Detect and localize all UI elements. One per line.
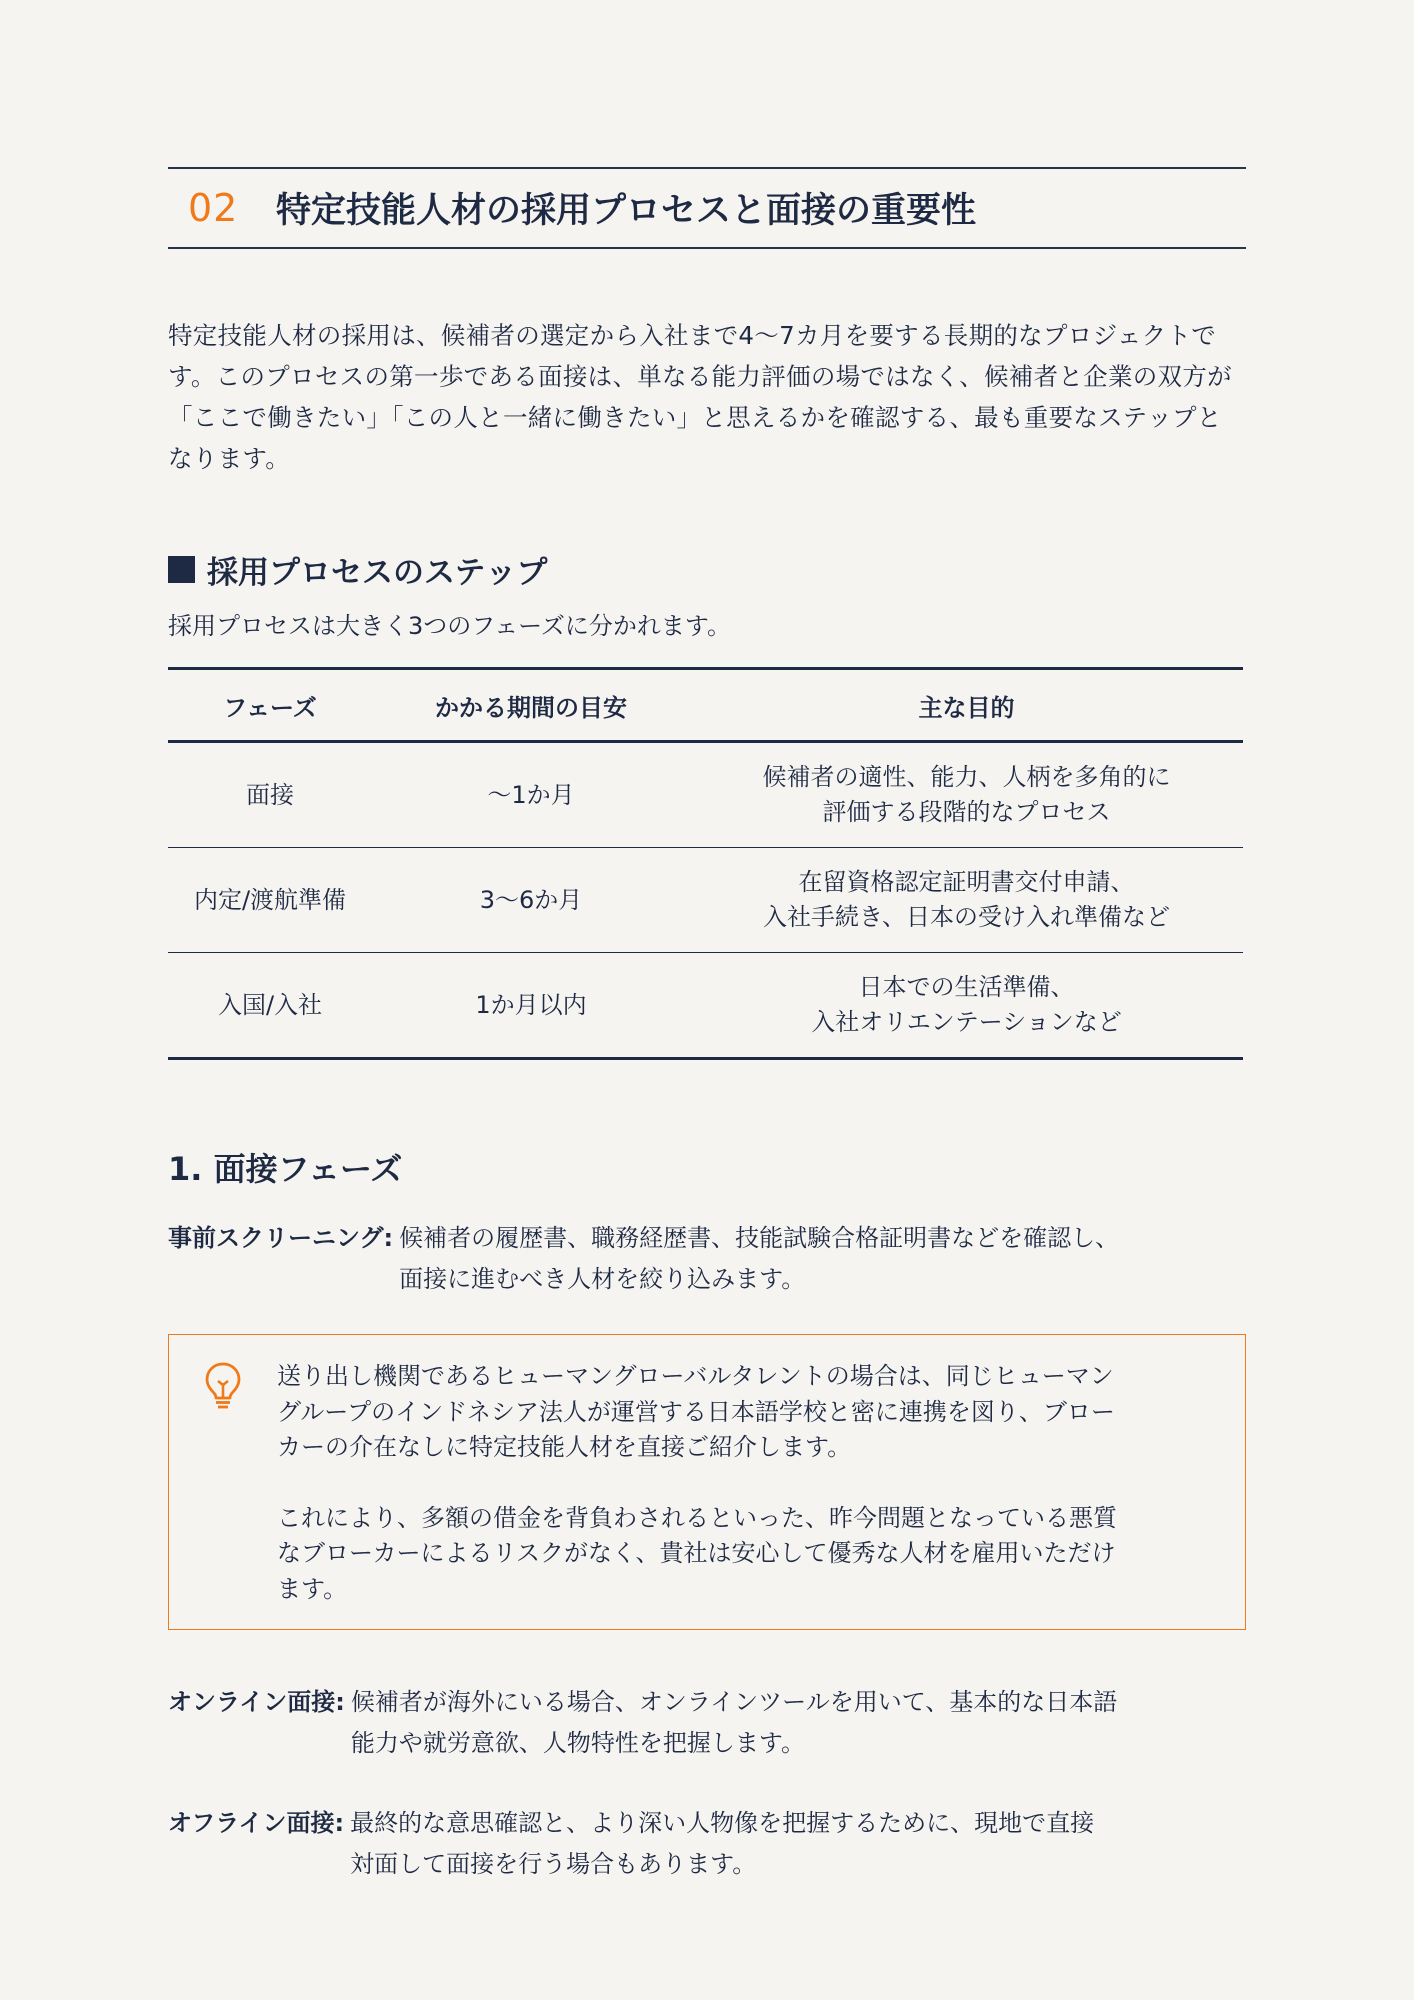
table-cell-purpose [690,848,1243,953]
online-line: 候補者が海外にいる場合、オンラインツールを用いて、基本的な日本語 [350,1688,1118,1716]
intro-paragraph: 特定技能人材の採用は、候補者の選定から入社まで4〜7カ月を要する長期的なプロジェクトです。このプロセスの第一歩である面接は、単なる能力評価の場ではなく、候補者と企業の双方が「ここで働きたい」「この人と一緒に働きたい」と思えるかを確認する、最も重要なステップとなります。 [168,321,1232,473]
purpose-line: 日本での生活準備、 [858,973,1075,1001]
table-row [168,742,1243,848]
purpose-line: 入社手続き、日本の受け入れ準備など [762,903,1171,931]
screening-term: 事前スクリーニング: [168,1224,394,1252]
screening-line: 候補者の履歴書、職務経歴書、技能試験合格証明書などを確認し、 [399,1224,1120,1252]
interview-phase-heading: 1. 面接フェーズ [168,1150,403,1188]
purpose-line: 評価する段階的なプロセス [822,798,1111,826]
table-header-purpose: 主な目的 [690,669,1243,742]
online-line: 能力や就労意欲、人物特性を把握します。 [350,1729,805,1757]
callout-line: ます。 [277,1574,348,1603]
table-cell-duration: 〜1か月 [372,742,690,848]
square-bullet-icon [168,556,195,583]
table-cell-duration: 1か月以内 [372,953,690,1059]
callout-line: カーの介在なしに特定技能人材を直接ご紹介します。 [277,1433,852,1461]
table-cell-phase: 入国/入社 [168,953,372,1059]
purpose-line: 候補者の適性、能力、人柄を多角的に [762,763,1171,791]
table-cell-phase: 内定/渡航準備 [168,848,372,953]
section-number: 02 [188,186,239,230]
steps-heading-text: 採用プロセスのステップ [207,555,548,591]
phases-table [168,667,1243,1060]
screening-line: 面接に進むべき人材を絞り込みます。 [399,1265,806,1293]
table-header-phase: フェーズ [168,669,372,742]
callout-box [168,1334,1246,1630]
callout-line: 送り出し機関であるヒューマングローバルタレントの場合は、同じヒューマン [277,1362,1114,1390]
purpose-line: 入社オリエンテーションなど [811,1008,1122,1036]
screening-body [393,1218,1119,1300]
screening-definition [168,1218,1246,1300]
offline-term: オフライン面接: [168,1809,345,1837]
purpose-line: 在留資格認定証明書交付申請、 [798,868,1135,896]
document-page [168,167,1246,1885]
offline-line: 最終的な意思確認と、より深い人物像を把握するために、現地で直接 [350,1809,1095,1837]
table-cell-duration: 3〜6か月 [372,848,690,953]
table-row [168,953,1243,1059]
offline-interview-definition [168,1803,1246,1885]
offline-line: 対面して面接を行う場合もあります。 [350,1850,757,1878]
table-header-row [168,669,1243,742]
steps-lead: 採用プロセスは大きく3つのフェーズに分かれます。 [168,612,731,640]
online-interview-definition [168,1682,1246,1764]
lightbulb-icon [203,1361,243,1409]
table-cell-phase: 面接 [168,742,372,848]
callout-paragraph [277,1501,1205,1608]
table-cell-purpose [690,953,1243,1059]
table-row [168,848,1243,953]
section-title: 特定技能人材の採用プロセスと面接の重要性 [276,191,977,231]
callout-line: グループのインドネシア法人が運営する日本語学校と密に連携を図り、ブロー [277,1397,1115,1426]
table-cell-purpose [690,742,1243,848]
steps-heading [168,547,1246,592]
online-term: オンライン面接: [168,1688,345,1716]
callout-line: なブローカーによるリスクがなく、貴社は安心して優秀な人材を雇用いただけ [277,1539,1116,1567]
section-header [168,167,1246,249]
callout-paragraph [277,1359,1205,1466]
online-body [345,1682,1117,1764]
offline-body [344,1803,1094,1885]
callout-line: これにより、多額の借金を背負わされるといった、昨今問題となっている悪質 [277,1503,1117,1532]
table-header-duration: かかる期間の目安 [372,669,690,742]
